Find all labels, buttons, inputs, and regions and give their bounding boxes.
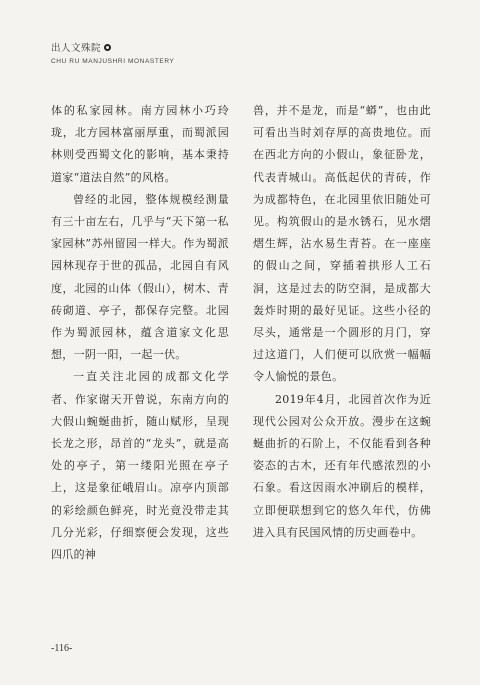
paragraph: 兽，并不是龙，而是“蟒”，也由此可看出当时刘存厚的高贵地位。而在西北方向的小假山，象征卧龙，代表青城山。高低起伏的青砖，作为成都特色，在北园里依旧随处可见。构筑假山的是水锈石，见水熠熠生辉，沾水易生青苔。在一座座的假山之间，穿插着拱形人工石洞，这是过去的防空洞，是成都大轰炸时期的最好见证。这些小径的尽头，通常是一个圆形的月门，穿过这道门，人们便可以欣赏一幅幅令人愉悦的景色。 <box>253 104 431 384</box>
section-title-text: 出人文殊院 <box>51 43 102 54</box>
page-number: -116- <box>51 643 73 654</box>
paragraph: 曾经的北园，整体规模经测量有三十亩左右，几乎与“天下第一私家园林”苏州留园一样大。作为蜀派园林现存于世的孤品，北园自有风度，北园的山体（假山），树木、青砖砌道、亭子，都保存完整。北园作为蜀派园林，蕴含道家文化思想，一阴一阳，一起一伏。 <box>51 192 229 362</box>
running-header <box>51 40 174 65</box>
paragraph: 一直关注北园的成都文化学者、作家谢天开曾说，东南方向的大假山蜿蜒曲折，随山赋形，呈现长龙之形，昂首的“龙头”，就是高处的亭子，第一缕阳光照在亭子上，这是象征峨眉山。凉亭内顶部的彩绘颜色鲜亮，时光竟没带走其几分光彩，仔细察便会发现，这些四爪的神 <box>51 370 229 562</box>
left-column <box>51 100 229 566</box>
ring-icon <box>104 44 111 51</box>
paragraph: 体的私家园林。南方园林小巧玲珑，北方园林富丽厚重，而蜀派园林则受西蜀文化的影响，基本秉持道家“道法自然”的风格。 <box>51 104 229 184</box>
section-subtitle: CHU RU MANJUSHRI MONASTERY <box>51 58 175 65</box>
section-title <box>51 40 174 54</box>
right-column <box>253 100 431 544</box>
paragraph: 2019年4月，北园首次作为近现代公园对公众开放。漫步在这蜿蜒曲折的石阶上，不仅能看到各种姿态的古木，还有年代感浓烈的小石象。看这因雨水冲刷后的模样，立即便联想到它的悠久年代，仿佛进入具有民国风情的历史画卷中。 <box>253 392 431 539</box>
